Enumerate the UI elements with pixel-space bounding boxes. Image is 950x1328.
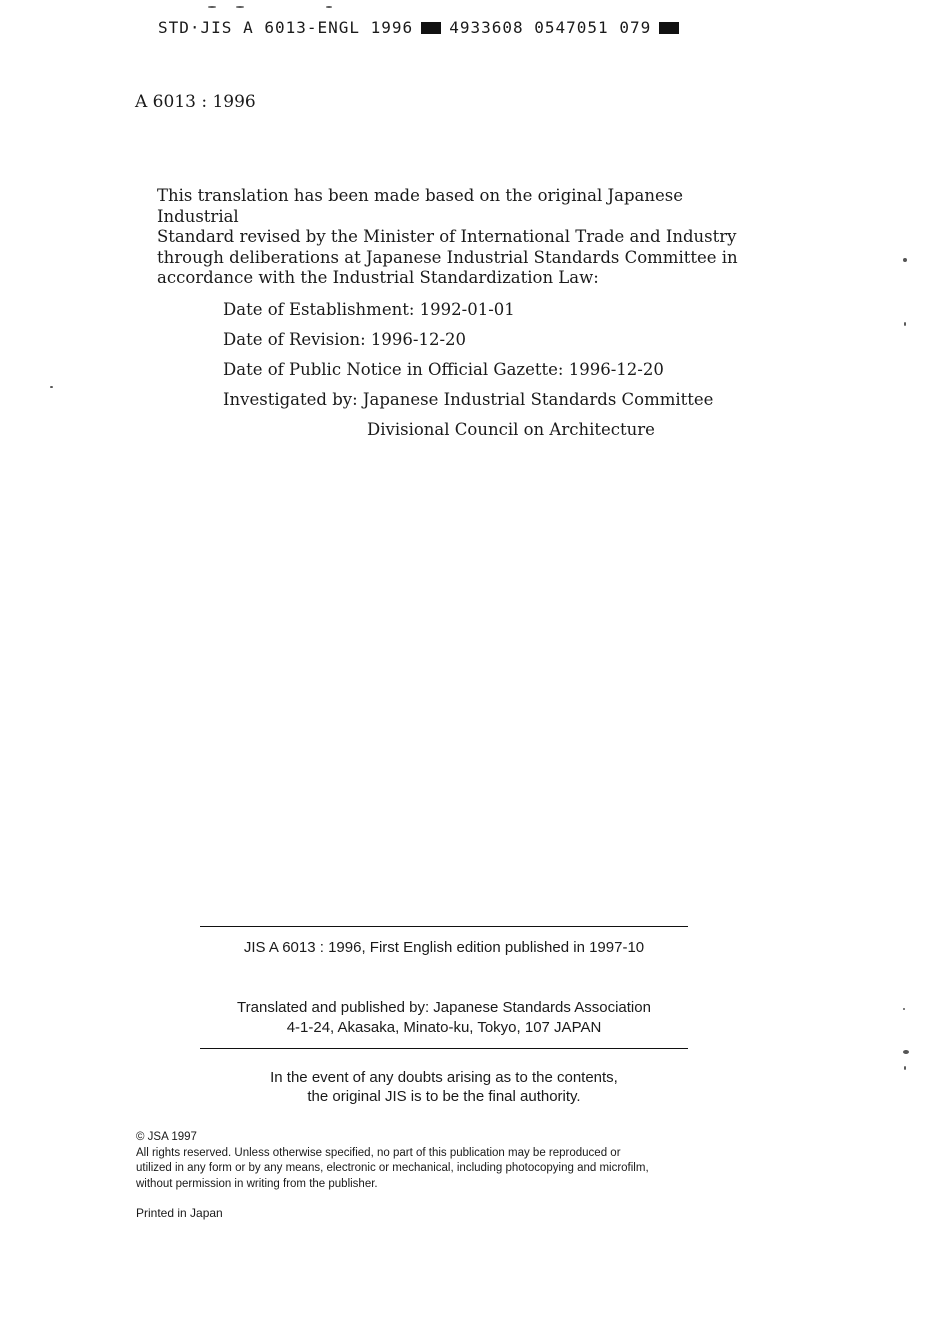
scan-speck xyxy=(236,6,244,8)
authority-line-1: In the event of any doubts arising as to the contents, xyxy=(270,1069,618,1086)
bottom-divider xyxy=(200,1048,688,1049)
divisional-council: Divisional Council on Architecture xyxy=(367,420,655,439)
authority-notice xyxy=(200,1068,688,1106)
scan-speck xyxy=(904,322,906,326)
barcode-end-block-icon xyxy=(659,22,679,34)
scan-speck xyxy=(208,6,216,8)
publisher-name: Translated and published by: Japanese Standards Association xyxy=(237,999,651,1016)
date-public-notice: Date of Public Notice in Official Gazette: 1996-12-20 xyxy=(223,360,664,379)
scan-speck xyxy=(903,1050,909,1054)
standard-code-text: STD·JIS A 6013-ENGL 1996 xyxy=(158,18,414,37)
rights-line-3: without permission in writing from the publisher. xyxy=(136,1177,378,1190)
rights-line-2: utilized in any form or by any means, electronic or mechanical, including photocopying and microfilm, xyxy=(136,1162,649,1174)
copyright-block xyxy=(136,1130,776,1192)
copyright-line: © JSA 1997 xyxy=(136,1131,197,1143)
scan-speck xyxy=(904,1066,906,1070)
top-divider xyxy=(200,926,688,927)
scan-speck xyxy=(903,1008,905,1010)
edition-info: JIS A 6013 : 1996, First English edition published in 1997-10 xyxy=(243,939,645,956)
date-revision: Date of Revision: 1996-12-20 xyxy=(223,330,467,349)
dates-block xyxy=(223,299,713,449)
serial-number-text: 4933608 0547051 079 xyxy=(449,18,652,37)
scan-speck xyxy=(903,258,907,262)
rights-line-1: All rights reserved. Unless otherwise specified, no part of this publication may be reproduced or xyxy=(136,1146,621,1159)
authority-line-2: the original JIS is to be the final authority. xyxy=(307,1088,581,1105)
date-establishment: Date of Establishment: 1992-01-01 xyxy=(223,300,515,319)
publisher-address: 4-1-24, Akasaka, Minato-ku, Tokyo, 107 JAPAN xyxy=(286,1019,602,1036)
translation-notice: This translation has been made based on the original Japanese Industrial Standard revised by the Minister of International Trade and Industry through deliberations at Japanese Industrial Standards Committee in accordance with the Industrial Standardization Law: xyxy=(157,186,738,288)
investigated-by: Investigated by: Japanese Industrial Standards Committee xyxy=(223,390,714,409)
document-barcode-header xyxy=(158,18,679,37)
scan-speck xyxy=(50,386,53,388)
document-id: A 6013 : 1996 xyxy=(135,92,256,112)
publisher-info xyxy=(200,998,688,1038)
scan-speck xyxy=(326,6,332,8)
printed-in: Printed in Japan xyxy=(136,1206,223,1220)
barcode-block-icon xyxy=(421,22,441,34)
